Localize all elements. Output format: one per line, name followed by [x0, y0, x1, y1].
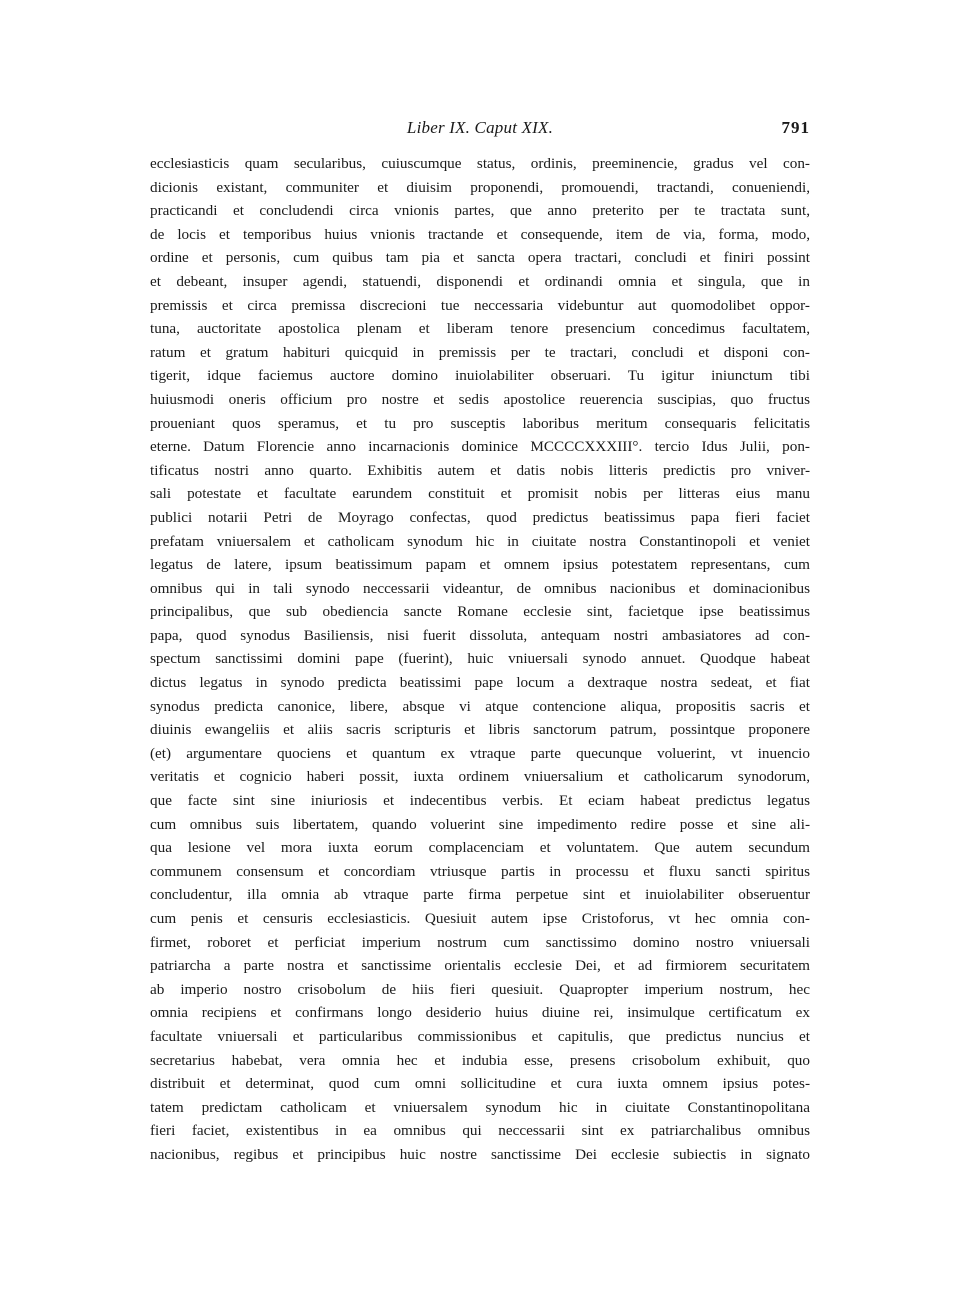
text-line: ordine et personis, cum quibus tam pia et sancta opera tractari, concludi et finiri possint — [150, 249, 810, 267]
text-line: principalibus, que sub obediencia sancte Romane ecclesie sint, facietque ipse beatissimus — [150, 603, 810, 621]
text-line: huiusmodi oneris officium pro nostre et sedis apostolice reuerencia suscipias, quo fructus — [150, 390, 810, 408]
text-line: spectum sanctissimi domini pape (fuerint), huic vniuersali synodo annuet. Quodque habeat — [150, 650, 810, 668]
text-line: practicandi et concludendi circa vnionis partes, que anno preterito per te tractata sunt, — [150, 202, 810, 220]
text-line: dictus legatus in synodo predicta beatissimi pape locum a dextraque nostra sedeat, et fiat — [150, 674, 810, 692]
text-line: papa, quod synodus Basiliensis, nisi fuerit dissoluta, antequam nostri ambasiatores ad con- — [150, 626, 810, 644]
text-line: legatus de latere, ipsum beatissimum papam et omnem ipsius potestatem representans, cum — [150, 556, 810, 574]
text-line: firmet, roboret et perficiat imperium nostrum cum sanctissimo domino nostro vniuersali — [150, 933, 810, 951]
text-line: secretarius habebat, vera omnia hec et indubia esse, presens crisobolum exhibuit, quo — [150, 1051, 810, 1069]
text-line: publici notarii Petri de Moyrago confectas, quod predictus beatissimus papa fieri faciet — [150, 508, 810, 526]
text-line: veritatis et cognicio haberi possit, iuxta ordinem vniuersalium et catholicarum synodorum, — [150, 768, 810, 786]
text-line: omnibus qui in tali synodo neccessarii videantur, de omnibus nacionibus et dominacionibus — [150, 579, 810, 597]
text-line: (et) argumentare quociens et quantum ex vtraque parte quecunque voluerint, vt inuencio — [150, 744, 810, 762]
text-line: dicionis existant, communiter et diuisim proponendi, promouendi, tractandi, conueniendi, — [150, 178, 810, 196]
text-line: ab imperio nostro crisobolum de hiis fieri quesiuit. Quapropter imperium nostrum, hec — [150, 980, 810, 998]
text-line: synodus predicta canonice, libere, absque vi atque contencione aliqua, propositis sacris et — [150, 697, 810, 715]
body-text — [150, 152, 810, 1167]
text-line: et debeant, insuper agendi, statuendi, disponendi et ordinandi omnia et singula, que in — [150, 272, 810, 290]
text-line: concludentur, illa omnia ab vtraque parte firma perpetue sint et inuiolabiliter obseruentur — [150, 886, 810, 904]
text-line: que facte sint sine iniuriosis et indecentibus verbis. Et eciam habeat predictus legatus — [150, 792, 810, 810]
text-line: cum penis et censuris ecclesiasticis. Quesiuit autem ipse Cristoforus, vt hec omnia con- — [150, 910, 810, 927]
text-line: prefatam vniuersalem et catholicam synodum hic in ciuitate nostra Constantinopoli et veniet — [150, 532, 810, 550]
text-line: patriarcha a parte nostra et sanctissime orientalis ecclesie Dei, et ad firmiorem securitatem — [150, 957, 810, 975]
text-line: distribuit et determinat, quod cum omni sollicitudine et cura iuxta omnem ipsius potes- — [150, 1075, 810, 1093]
text-line: ecclesiasticis quam secularibus, cuiuscumque status, ordinis, preeminencie, gradus vel con- — [150, 155, 810, 172]
page-number: 791 — [781, 118, 810, 137]
text-line: qua lesione vel mora iuxta eorum complacenciam et voluntatem. Que autem secundum — [150, 839, 810, 857]
text-line: communem consensum et concordiam vtriusque partis in processu et fluxu sancti spiritus — [150, 862, 810, 880]
text-line: fieri faciet, existentibus in ea omnibus qui neccessarii sint ex patriarchalibus omnibus — [150, 1122, 810, 1140]
text-line: cum omnibus suis libertatem, quando voluerint sine impedimento redire posse et sine ali- — [150, 815, 810, 833]
text-line: tificatus nostri anno quarto. Exhibitis autem et datis nobis litteris predictis pro vniver- — [150, 461, 810, 479]
text-line: tatem predictam catholicam et vniuersalem synodum hic in ciuitate Constantinopolitana — [150, 1098, 810, 1116]
text-line: facultate vniuersali et particularibus commissionibus et capitulis, que predictus nuncius et — [150, 1027, 810, 1045]
text-line: de locis et temporibus huius vnionis tractande et consequende, item de via, forma, modo, — [150, 225, 810, 243]
text-line: ratum et gratum habituri quicquid in premissis per te tractari, concludi et disponi con- — [150, 343, 810, 361]
text-line: omnia recipiens et confirmans longo desiderio huius diuine rei, insimulque certificatum ex — [150, 1004, 810, 1022]
text-line: diuinis ewangeliis et aliis sacris scripturis et libris sanctorum patrum, possintque proponere — [150, 721, 810, 739]
text-line: proueniant quos speramus, et tu pro susceptis laboribus meritum consequaris felicitatis — [150, 414, 810, 432]
text-line: tuna, auctoritate apostolica plenam et liberam tenore presencium concedimus facultatem, — [150, 320, 810, 338]
text-line: tigerit, idque faciemus auctore domino inuiolabiliter obseruari. Tu igitur iniunctum tibi — [150, 367, 810, 385]
text-line: eterne. Datum Florencie anno incarnacionis dominice MCCCCXXXIII°. tercio Idus Julii, pon- — [150, 438, 810, 456]
running-title: Liber IX. Caput XIX. — [406, 118, 554, 137]
running-head — [150, 118, 810, 142]
text-line: sali potestate et facultate earundem constituit et promisit nobis per litteras eius manu — [150, 485, 810, 503]
text-line: premissis et circa premissa discrecioni tue neccessaria videbuntur aut quomodolibet oppor- — [150, 296, 810, 314]
text-line: nacionibus, regibus et principibus huic nostre sanctissime Dei ecclesie subiectis in signato — [150, 1145, 810, 1163]
